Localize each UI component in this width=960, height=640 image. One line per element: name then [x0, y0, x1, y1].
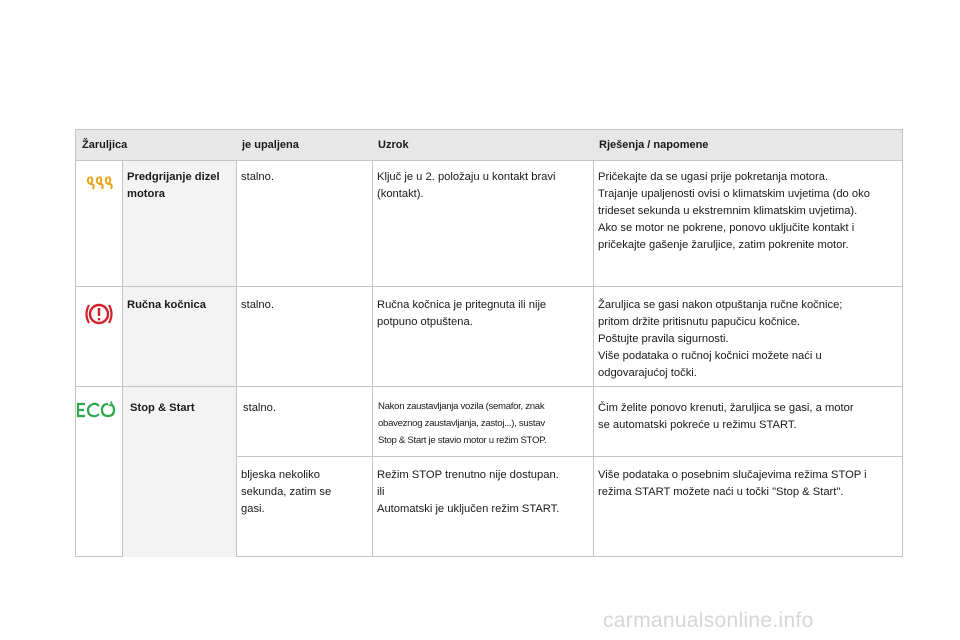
- table-header: [76, 130, 902, 161]
- lamp-solution: Čim želite ponovo krenuti, žaruljica se gasi, a motor se automatski pokreće u režimu START.: [598, 402, 854, 431]
- lamp-solution: Pričekajte da se ugasi prije pokretanja motora. Trajanje upaljenosti ovisi o klimatskim uvjetima (do oko trideset sekunda u ekstremnim klimatskim uvjetima). Ako se motor ne pokrene, ponovo uključite kontakt i pričekajte gašenje žaruljice, zatim pokrenite motor.: [598, 171, 870, 251]
- lamp-name-parking-brake: Ručna kočnica: [127, 299, 206, 311]
- lamp-state: stalno.: [241, 299, 274, 311]
- lamp-cause-flashing: Režim STOP trenutno nije dostupan. ili Automatski je uključen režim START.: [377, 469, 560, 515]
- row-divider: [76, 386, 902, 387]
- lamp-name-stop-start: Stop & Start: [130, 402, 195, 414]
- lamp-state: stalno.: [243, 402, 276, 414]
- header-cell-lamp: Žaruljica: [82, 139, 128, 151]
- header-cell-cause: Uzrok: [378, 139, 409, 151]
- header-cell-lit: je upaljena: [242, 139, 299, 151]
- lamp-name-glow-plug: Predgrijanje dizel motora: [127, 171, 220, 200]
- eco-icon: [76, 400, 120, 425]
- column-divider: [122, 161, 123, 557]
- lamp-cause: Nakon zaustavljanja vozila (semafor, znak obaveznog zaustavljanja, zastoj...), sustav Stop & Start je stavio motor u režim STOP.: [378, 401, 547, 446]
- row-divider: [236, 456, 902, 457]
- warning-lights-table: [75, 129, 903, 557]
- row-divider: [76, 286, 902, 287]
- lamp-solution-flashing: Više podataka o posebnim slučajevima režima STOP i režima START možete naći u točki "Stop & Start".: [598, 469, 867, 498]
- lamp-cause: Ručna kočnica je pritegnuta ili nije potpuno otpuštena.: [377, 299, 547, 328]
- column-divider: [372, 161, 373, 557]
- header-cell-solution: Rješenja / napomene: [599, 139, 709, 151]
- lamp-cause: Ključ je u 2. položaju u kontakt bravi (kontakt).: [377, 171, 556, 200]
- lamp-state-flashing: bljeska nekoliko sekunda, zatim se gasi.: [241, 469, 332, 515]
- name-column-background: [122, 161, 236, 557]
- column-divider: [593, 161, 594, 557]
- lamp-solution: Žaruljica se gasi nakon otpuštanja ručne kočnice; pritom držite pritisnutu papučicu kočnice. Poštujte pravila sigurnosti. Više podataka o ručnoj kočnici možete naći u odgovarajućoj točki.: [598, 299, 843, 379]
- lamp-state: stalno.: [241, 171, 274, 183]
- watermark: carmanualsonline.info: [603, 609, 814, 632]
- glow-plug-icon: [86, 174, 114, 197]
- column-divider: [236, 161, 237, 557]
- parking-brake-icon: [84, 300, 114, 333]
